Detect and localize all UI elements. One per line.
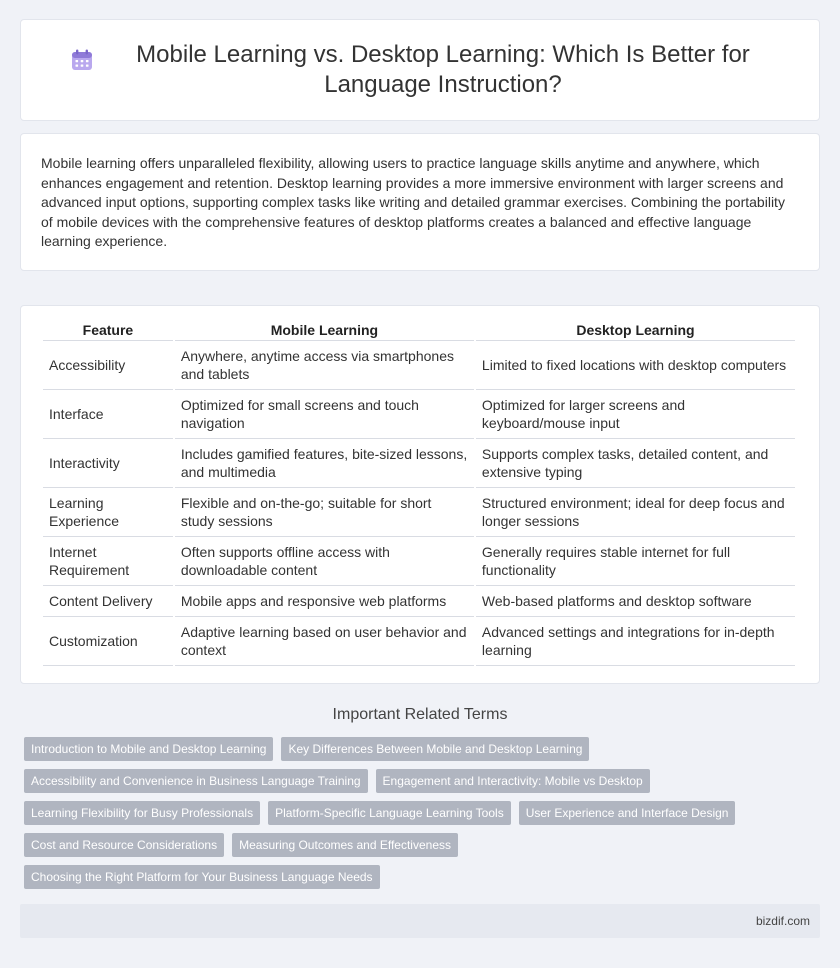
desktop-cell: Generally requires stable internet for full functionality (476, 537, 795, 586)
calendar-icon (70, 48, 94, 72)
related-term-tag[interactable]: Key Differences Between Mobile and Desktop Learning (281, 737, 589, 761)
related-terms-title: Important Related Terms (332, 706, 508, 723)
table-row (43, 439, 795, 488)
tag-row (24, 801, 824, 825)
desktop-cell: Limited to fixed locations with desktop computers (476, 341, 795, 390)
related-term-tag[interactable]: Introduction to Mobile and Desktop Learning (24, 737, 273, 761)
feature-cell: Customization (43, 617, 173, 666)
desktop-cell: Advanced settings and integrations for in-depth learning (476, 617, 795, 666)
feature-cell: Internet Requirement (43, 537, 173, 586)
header-card (20, 19, 820, 121)
mobile-cell: Often supports offline access with downloadable content (175, 537, 474, 586)
related-term-tag[interactable]: Choosing the Right Platform for Your Business Language Needs (24, 865, 380, 889)
title-wrap (70, 40, 770, 100)
header-desktop: Desktop Learning (476, 314, 795, 341)
mobile-cell: Adaptive learning based on user behavior and context (175, 617, 474, 666)
table-row (43, 390, 795, 439)
related-term-tag[interactable]: Accessibility and Convenience in Business Language Training (24, 769, 368, 793)
table-header-row (43, 314, 795, 341)
feature-cell: Learning Experience (43, 488, 173, 537)
related-term-tag[interactable]: Platform-Specific Language Learning Tools (268, 801, 511, 825)
tag-row (24, 833, 824, 857)
feature-cell: Interactivity (43, 439, 173, 488)
table-row (43, 341, 795, 390)
table-row (43, 617, 795, 666)
footer (20, 904, 820, 938)
mobile-cell: Flexible and on-the-go; suitable for short study sessions (175, 488, 474, 537)
desktop-cell: Structured environment; ideal for deep focus and longer sessions (476, 488, 795, 537)
page-title: Mobile Learning vs. Desktop Learning: Which Is Better for Language Instruction? (136, 41, 750, 98)
related-term-tag[interactable]: Engagement and Interactivity: Mobile vs Desktop (376, 769, 650, 793)
tag-row (24, 737, 824, 761)
mobile-cell: Optimized for small screens and touch navigation (175, 390, 474, 439)
header-mobile: Mobile Learning (175, 314, 474, 341)
intro-text: Mobile learning offers unparalleled flexibility, allowing users to practice language skills anytime and anywhere, which enhances engagement and retention. Desktop learning provides a more immersive environment with larger screens and advanced input options, supporting complex tasks like writing and detailed grammar exercises. Combining the portability of mobile devices with the comprehensive features of desktop platforms creates a balanced and effective language learning experience. (41, 155, 785, 250)
feature-cell: Accessibility (43, 341, 173, 390)
tag-row (24, 865, 824, 889)
related-term-tag[interactable]: Learning Flexibility for Busy Professionals (24, 801, 260, 825)
table-row (43, 537, 795, 586)
tag-row (24, 769, 824, 793)
mobile-cell: Mobile apps and responsive web platforms (175, 586, 474, 617)
desktop-cell: Web-based platforms and desktop software (476, 586, 795, 617)
table-row (43, 586, 795, 617)
desktop-cell: Supports complex tasks, detailed content, and extensive typing (476, 439, 795, 488)
header-feature: Feature (43, 314, 173, 341)
related-term-tag[interactable]: Measuring Outcomes and Effectiveness (232, 833, 458, 857)
intro-card (20, 133, 820, 271)
mobile-cell: Anywhere, anytime access via smartphones and tablets (175, 341, 474, 390)
comparison-table (41, 314, 797, 666)
footer-site-link[interactable]: bizdif.com (755, 914, 810, 928)
feature-cell: Content Delivery (43, 586, 173, 617)
mobile-cell: Includes gamified features, bite-sized lessons, and multimedia (175, 439, 474, 488)
related-term-tag[interactable]: User Experience and Interface Design (519, 801, 736, 825)
table-row (43, 488, 795, 537)
related-term-tag[interactable]: Cost and Resource Considerations (24, 833, 224, 857)
feature-cell: Interface (43, 390, 173, 439)
desktop-cell: Optimized for larger screens and keyboard/mouse input (476, 390, 795, 439)
comparison-table-card (20, 305, 820, 684)
related-terms-list (24, 737, 824, 897)
